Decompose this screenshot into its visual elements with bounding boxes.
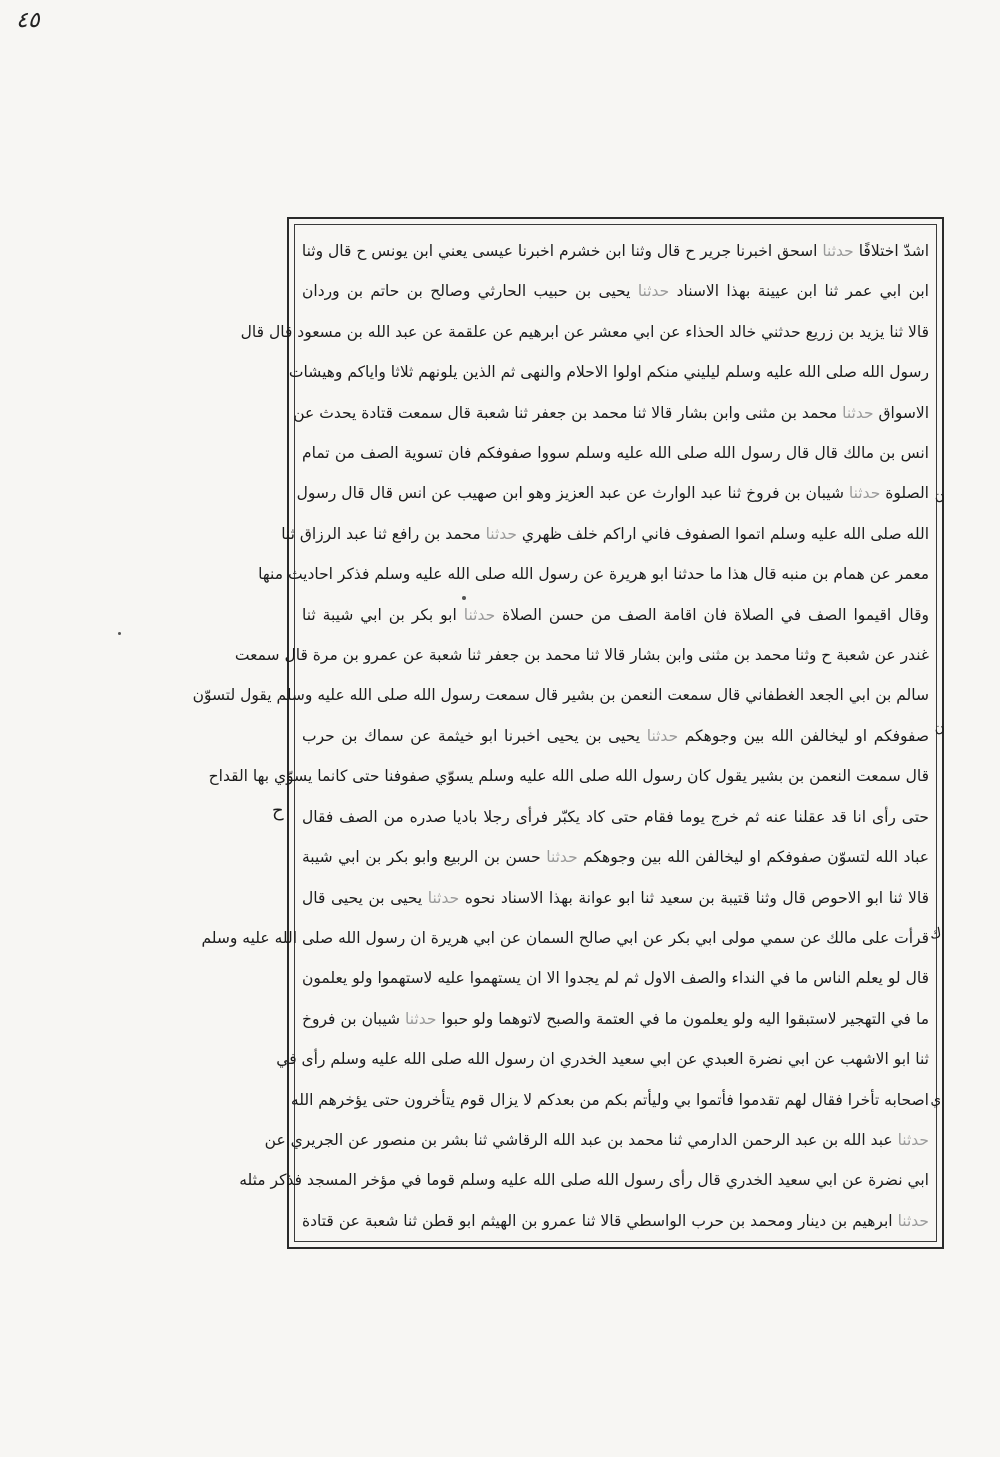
- text-segment: حتى رأى انا قد عقلنا عنه ثم خرج يوما فقام حتى كاد يكبّر فرأى رجلا باديا صدره من الصف فقال: [302, 807, 929, 826]
- text-line: [302, 1004, 929, 1034]
- text-segment: قال لو يعلم الناس ما في النداء والصف الاول ثم لم يجدوا الا ان يستهموا عليه لاستهموا ولو يعلمون: [302, 969, 929, 988]
- haddathana-marker: حدثنا: [848, 484, 881, 503]
- text-line: [234, 640, 929, 670]
- text-segment: معمر عن همام بن منبه قال هذا ما حدثنا ابو هريرة عن رسول الله صلى الله عليه وسلم فذكر احاديث منها: [258, 565, 929, 584]
- text-segment: صفوفكم او ليخالفن الله بين وجوهكم: [678, 726, 929, 745]
- text-segment: قرأت على مالك عن سمي مولى ابي بكر عن ابي صالح السمان عن ابي هريرة ان رسول الله صلى الله عليه وسلم: [201, 928, 929, 947]
- text-segment: عباد الله لتسوّن صفوفكم او ليخالفن الله بين وجوهكم: [577, 848, 929, 867]
- folio-number: ٤٥: [16, 8, 40, 33]
- text-segment: وقال اقيموا الصف في الصلاة فان اقامة الصف من حسن الصلاة: [495, 605, 929, 624]
- margin-note-right-1: ن: [931, 486, 947, 506]
- text-line: [302, 883, 929, 913]
- text-line: [192, 680, 929, 710]
- text-line: [293, 398, 929, 428]
- text-line: [302, 802, 929, 832]
- haddathana-marker: حدثنا: [546, 848, 578, 867]
- text-line: [290, 1085, 929, 1115]
- text-segment: اسحق اخبرنا جرير ح قال وثنا ابن خشرم اخبرنا عيسى يعني ابن يونس ح قال وثنا: [301, 242, 823, 260]
- ink-speck: [118, 632, 121, 635]
- text-segment: قالا ثنا يزيد بن زريع حدثني خالد الحذاء عن ابي معشر عن ابرهيم عن علقمة عن عبد الله بن مسعود قال قال: [240, 322, 929, 341]
- text-line: [302, 438, 929, 468]
- text-line: [208, 761, 929, 791]
- text-segment: ما في التهجير لاستبقوا اليه ولو يعلمون ما في العتمة والصبح لاتوهما ولو حبوا: [436, 1009, 929, 1028]
- text-segment: حسن بن الربيع وابو بكر بن ابي شيبة: [302, 848, 547, 867]
- text-segment: الصلوة: [880, 484, 929, 503]
- haddathana-marker: حدثنا: [427, 888, 460, 907]
- text-segment: ابي نضرة عن ابي سعيد الخدري قال رأى رسول الله صلى الله عليه وسلم قوما في مؤخر المسجد فذكر مثله: [239, 1171, 929, 1190]
- text-segment: ثنا ابو الاشهب عن ابي نضرة العبدي عن ابي سعيد الخدري ان رسول الله صلى الله عليه وسلم رأى في: [276, 1050, 929, 1069]
- haddathana-marker: حدثنا: [485, 524, 517, 543]
- text-line: [296, 478, 929, 508]
- text-line: [302, 842, 929, 872]
- text-line: [258, 559, 929, 589]
- text-segment: الاسواق: [873, 403, 929, 422]
- haddathana-marker: حدثنا: [897, 1211, 929, 1230]
- text-line: [302, 236, 929, 266]
- text-segment: ابرهيم بن دينار ومحمد بن حرب الواسطي قالا ثنا عمرو بن الهيثم ابو قطن ثنا شعبة عن قتادة: [302, 1211, 898, 1230]
- text-line: [302, 963, 929, 993]
- text-line: [302, 276, 929, 306]
- margin-note-right-3: ك: [928, 925, 943, 943]
- text-segment: ابن ابي عمر ثنا ابن عيينة بهذا الاسناد: [669, 282, 929, 301]
- text-segment: محمد بن رافع ثنا عبد الرزاق ثنا: [281, 524, 486, 543]
- haddathana-marker: حدثنا: [897, 1130, 929, 1149]
- text-segment: قالا ثنا ابو الاحوص قال وثنا قتيبة بن سعيد ثنا ابو عوانة بهذا الاسناد نحوه: [459, 888, 929, 907]
- text-line: [240, 317, 929, 347]
- haddathana-marker: حدثنا: [842, 403, 874, 422]
- text-segment: محمد بن مثنى وابن بشار قالا ثنا محمد بن جعفر ثنا شعبة قال سمعت قتادة يحدث عن: [293, 403, 843, 422]
- text-line: [302, 721, 929, 751]
- ink-speck: [462, 596, 466, 600]
- text-line: [264, 1125, 929, 1155]
- margin-note-right-4: ي: [928, 1091, 943, 1109]
- haddathana-marker: حدثنا: [822, 242, 854, 260]
- haddathana-marker: حدثنا: [637, 282, 670, 301]
- text-line: [288, 357, 929, 387]
- margin-note-left: ح: [272, 800, 284, 821]
- margin-note-right-2: ن: [932, 718, 947, 738]
- text-segment: يحيى بن يحيى قال: [302, 888, 428, 907]
- text-segment: عبد الله بن عبد الرحمن الدارمي ثنا محمد بن عبد الله الرقاشي ثنا بشر بن منصور عن الجريري عن: [264, 1130, 898, 1149]
- text-line: [281, 519, 929, 549]
- text-line: [276, 1044, 929, 1074]
- text-segment: شيبان بن فروخ: [302, 1009, 406, 1028]
- manuscript-text-block: [192, 236, 929, 1236]
- text-segment: اصحابه تأخرا فقال لهم تقدموا فأتموا بي وليأتم بكم من بعدكم لا يزال قوم يتأخرون حتى يؤخرهم الله: [290, 1090, 929, 1109]
- text-segment: شيبان بن فروخ ثنا عبد الوارث عن عبد العزيز وهو ابن صهيب عن انس قال قال رسول: [296, 484, 849, 503]
- text-segment: الله صلى الله عليه وسلم اتموا الصفوف فاني اراكم خلف ظهري: [517, 524, 929, 543]
- text-segment: سالم بن ابي الجعد الغطفاني قال سمعت النعمن بن بشير قال سمعت رسول الله صلى الله عليه وسلم يقول لتسوّن: [192, 686, 929, 705]
- text-line: [201, 923, 929, 953]
- haddathana-marker: حدثنا: [646, 726, 679, 745]
- text-segment: انس بن مالك قال قال رسول الله صلى الله عليه وسلم سووا صفوفكم فان تسوية الصف من تمام: [302, 444, 929, 463]
- text-segment: يحيى بن حبيب الحارثي وصالح بن حاتم بن وردان: [302, 282, 638, 301]
- text-segment: غندر عن شعبة ح وثنا محمد بن مثنى وابن بشار قالا ثنا محمد بن جعفر ثنا شعبة عن عمرو بن مرة قال سمعت: [234, 646, 929, 665]
- text-segment: يحيى بن يحيى اخبرنا ابو خيثمة عن سماك بن حرب: [302, 726, 647, 745]
- text-line: [239, 1165, 929, 1195]
- text-line: [302, 600, 929, 630]
- haddathana-marker: حدثنا: [405, 1009, 437, 1028]
- text-segment: ابو بكر بن ابي شيبة ثنا: [302, 605, 464, 624]
- text-segment: اشدّ اختلافًا: [853, 242, 929, 260]
- text-segment: رسول الله صلى الله عليه وسلم ليليني منكم اولوا الاحلام والنهى ثم الذين يلونهم ثلاثا واياكم وهيشات: [288, 363, 929, 382]
- text-line: [302, 1206, 929, 1236]
- text-segment: قال سمعت النعمن بن بشير يقول كان رسول الله صلى الله عليه وسلم يسوّي صفوفنا حتى كانما يسوّي بها القداح: [208, 767, 929, 786]
- haddathana-marker: حدثنا: [463, 605, 496, 624]
